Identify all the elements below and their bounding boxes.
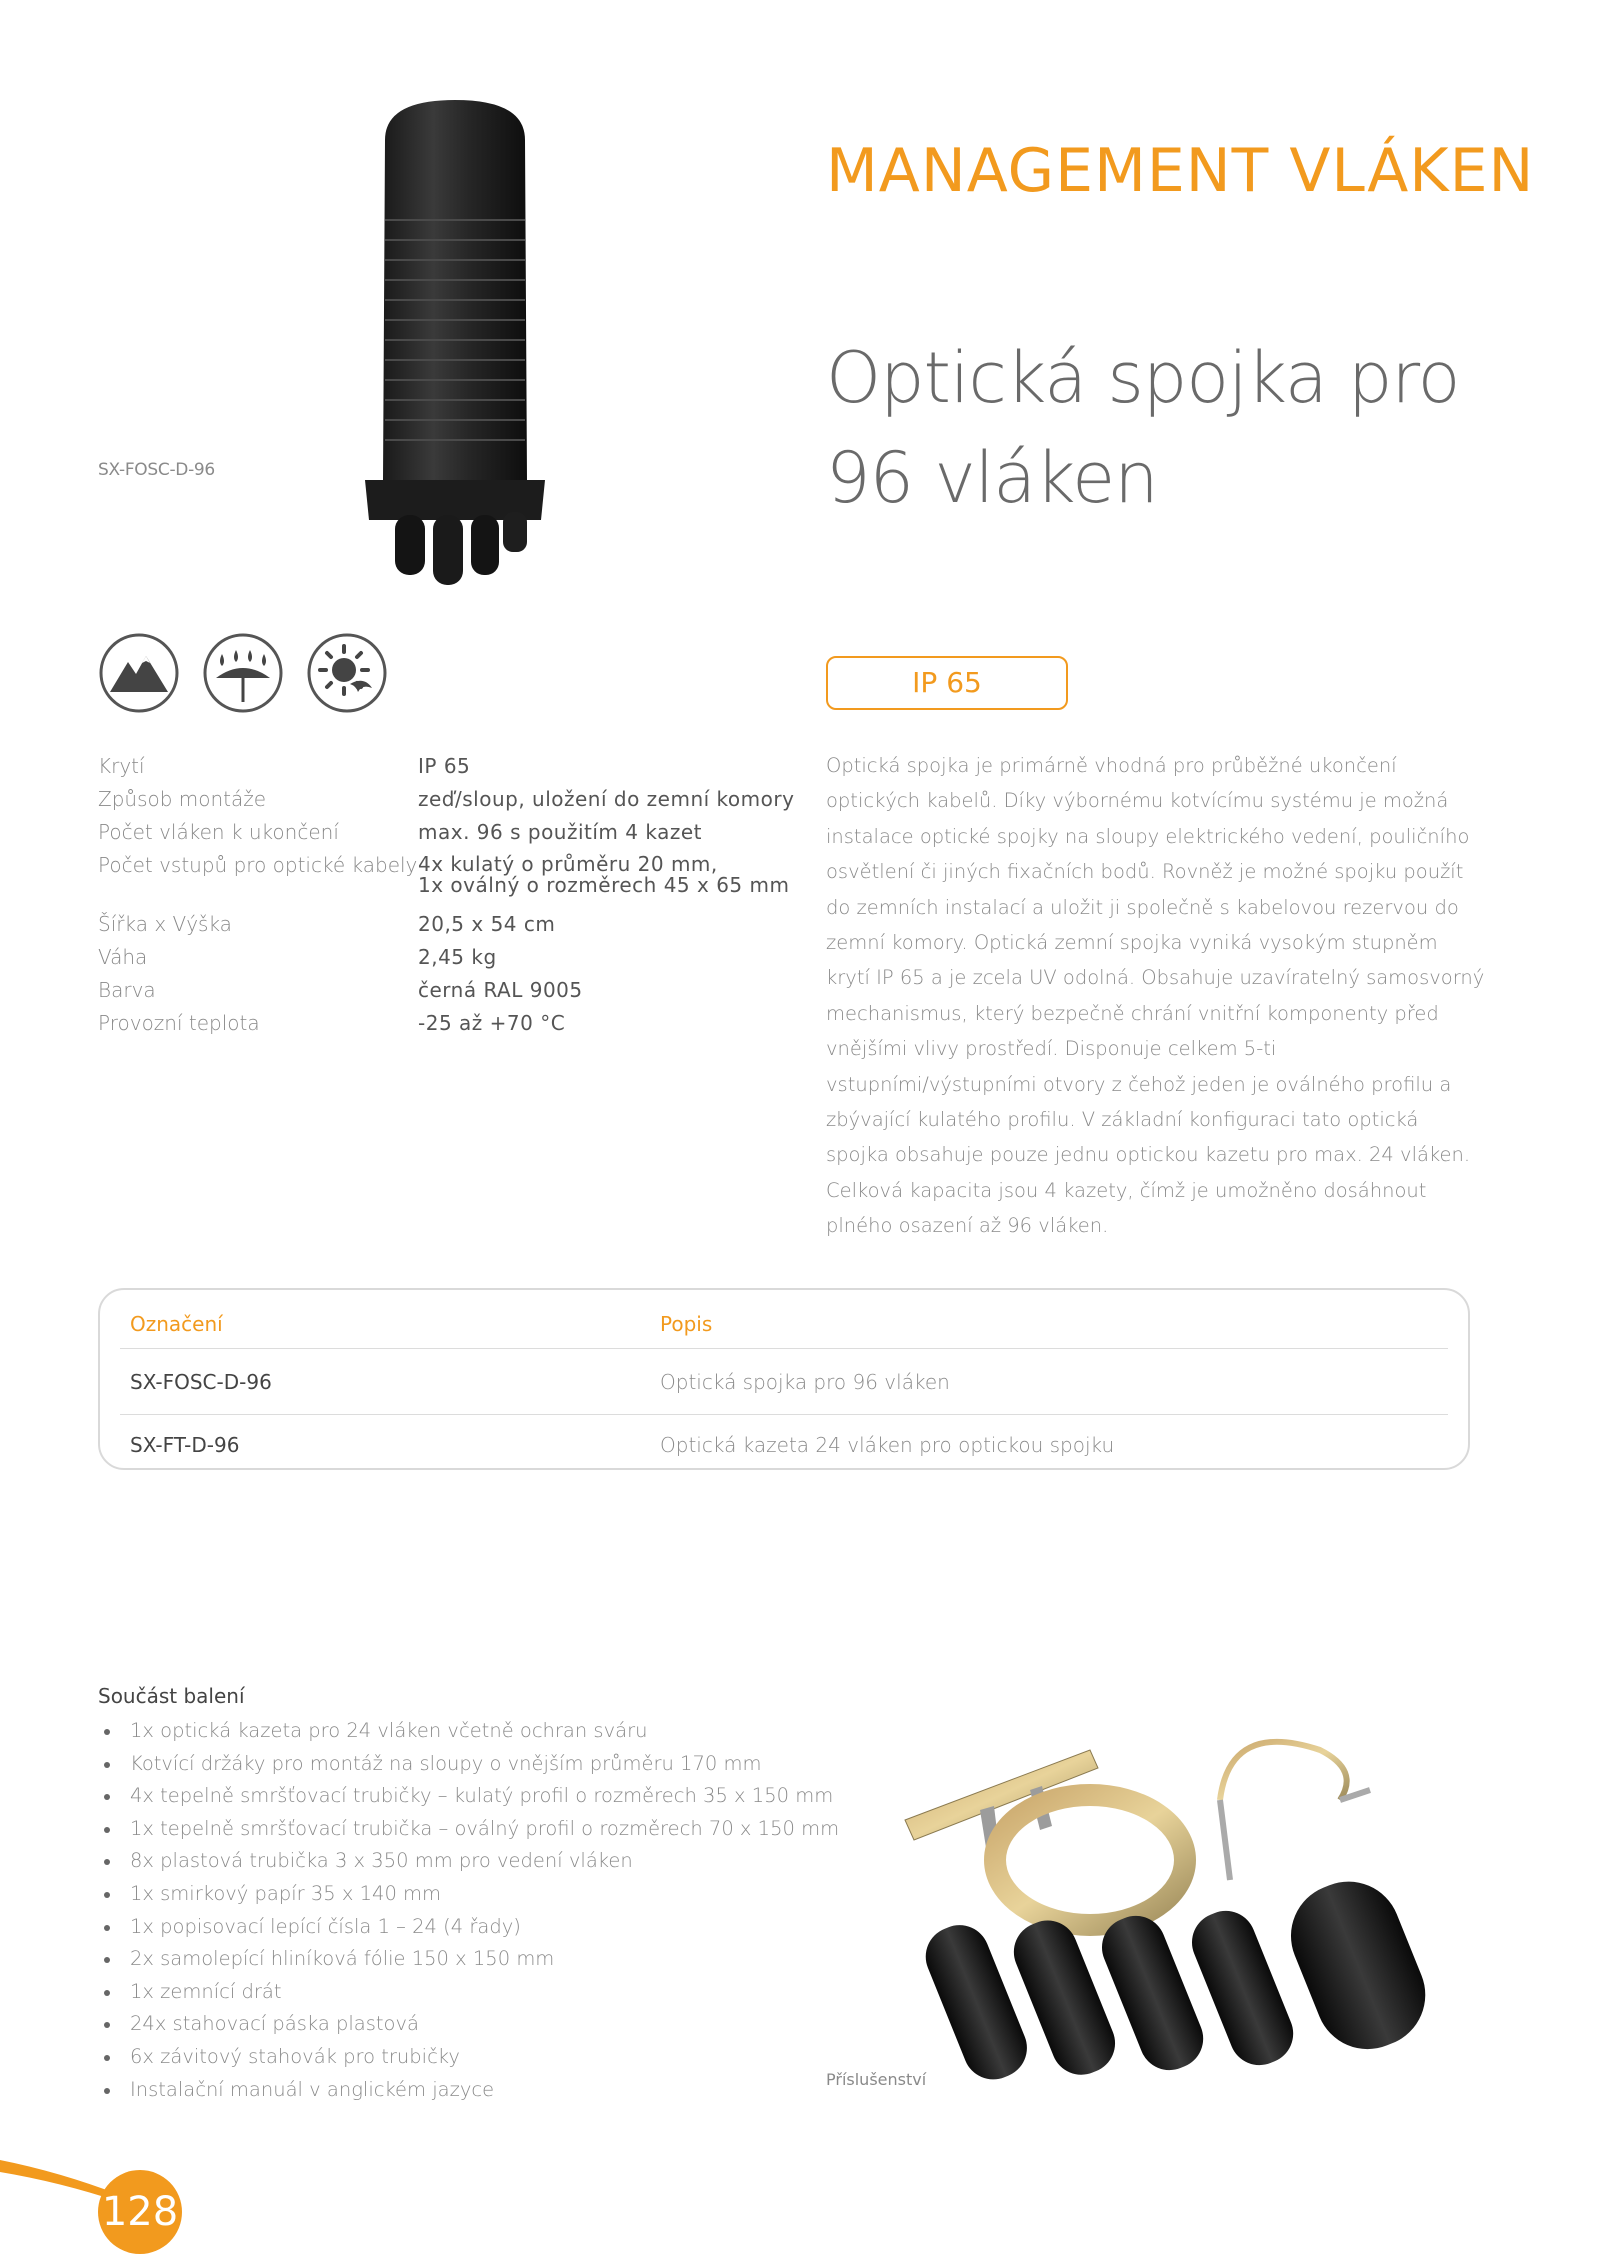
accessories-caption: Příslušenství [826, 2070, 927, 2089]
list-item: 24x stahovací páska plastová [98, 2008, 858, 2041]
spec-row [98, 941, 818, 974]
list-item: 4x tepelně smršťovací trubičky – kulatý profil o rozměrech 35 x 150 mm [98, 1780, 858, 1813]
spec-row [98, 750, 818, 783]
category-title: MANAGEMENT VLÁKEN [826, 136, 1535, 206]
spec-value: 2,45 kg [418, 945, 497, 969]
product-image [355, 100, 555, 590]
spec-label: Počet vstupů pro optické kabely [98, 853, 418, 877]
product-sku-label: SX-FOSC-D-96 [98, 460, 215, 480]
list-item: 1x optická kazeta pro 24 vláken včetně ochran sváru [98, 1715, 858, 1748]
spec-label: Šířka x Výška [98, 912, 232, 936]
list-item: 1x smirkový papír 35 x 140 mm [98, 1878, 858, 1911]
spec-value: 20,5 x 54 cm [418, 912, 556, 936]
header-description: Popis [660, 1312, 713, 1336]
mountain-icon [98, 632, 180, 714]
row-description: Optická spojka pro 96 vláken [660, 1370, 950, 1394]
spec-value: -25 až +70 °C [418, 1011, 566, 1035]
spec-list [98, 750, 818, 1040]
spec-row [98, 974, 818, 1007]
ip-rating-badge: IP 65 [826, 656, 1068, 710]
spec-label: Váha [98, 945, 148, 969]
page-number: 128 [98, 2170, 182, 2254]
rain-icon [202, 632, 284, 714]
accessories-image [900, 1730, 1460, 2090]
spec-value: zeď/sloup, uložení do zemní komory [418, 787, 795, 811]
spec-row [98, 849, 818, 908]
row-description: Optická kazeta 24 vláken pro optickou spojku [660, 1433, 1115, 1457]
list-item: 6x závitový stahovák pro trubičky [98, 2041, 858, 2074]
list-item: Instalační manuál v anglickém jazyce [98, 2074, 858, 2107]
list-item: 1x zemnící drát [98, 1976, 858, 2009]
spec-label: Krytí [98, 754, 145, 778]
spec-label: Barva [98, 978, 156, 1002]
sun-icon [306, 632, 388, 714]
table-row [120, 1350, 1448, 1415]
row-code: SX-FOSC-D-96 [130, 1370, 272, 1394]
spec-label: Počet vláken k ukončení [98, 820, 339, 844]
product-description: Optická spojka je primárně vhodná pro průběžné ukončení optických kabelů. Díky výbornému kotvícímu systému je možná instalace optické spojky na sloupy elektrického vedení, pouličního osvětlení či jiných fixačních bodů. Rovněž je možné spojku použít do zemních instalací a uložit ji společně s kabelovou rezervou do zemní komory. Optická zemní spojka vyniká vysokým stupněm krytí IP 65 a je zcela UV odolná. Obsahuje uzavíratelný samosvorný mechanismus, který bezpečně chrání vnitřní komponenty před vnějšími vlivy prostředí. Disponuje celkem 5-ti vstupními/výstupními otvory z čehož jeden je oválného profilu a zbývající kulatého profilu. V základní konfiguraci tato optická spojka obsahuje pouze jednu optickou kazetu pro max. 24 vláken. Celková kapacita jsou 4 kazety, čímž je umožněno dosáhnout plného osazení až 96 vláken. [826, 754, 1485, 1238]
spec-row [98, 1007, 818, 1040]
list-item: 1x popisovací lepící čísla 1 – 24 (4 řady) [98, 1911, 858, 1944]
table-row [120, 1415, 1448, 1475]
row-code: SX-FT-D-96 [130, 1433, 240, 1457]
list-item: 8x plastová trubička 3 x 350 mm pro vedení vláken [98, 1845, 858, 1878]
header-designation: Označení [130, 1312, 223, 1336]
table-header [120, 1312, 1448, 1349]
list-item: Kotvící držáky pro montáž na sloupy o vnějším průměru 170 mm [98, 1748, 858, 1781]
spec-value: max. 96 s použitím 4 kazet [418, 820, 702, 844]
spec-row [98, 816, 818, 849]
package-list [98, 1715, 858, 2106]
package-title: Součást balení [98, 1684, 245, 1708]
product-title: Optická spojka pro 96 vláken [826, 337, 1460, 519]
spec-value: IP 65 [418, 754, 471, 778]
list-item: 1x tepelně smršťovací trubička – oválný profil o rozměrech 70 x 150 mm [98, 1813, 858, 1846]
spec-value: 4x kulatý o průměru 20 mm, 1x oválný o rozměrech 45 x 65 mm [418, 852, 790, 897]
spec-value: černá RAL 9005 [418, 978, 583, 1002]
spec-row [98, 783, 818, 816]
order-table [98, 1288, 1470, 1470]
spec-row [98, 908, 818, 941]
spec-label: Způsob montáže [98, 787, 267, 811]
list-item: 2x samolepící hliníková fólie 150 x 150 mm [98, 1943, 858, 1976]
spec-label: Provozní teplota [98, 1011, 260, 1035]
